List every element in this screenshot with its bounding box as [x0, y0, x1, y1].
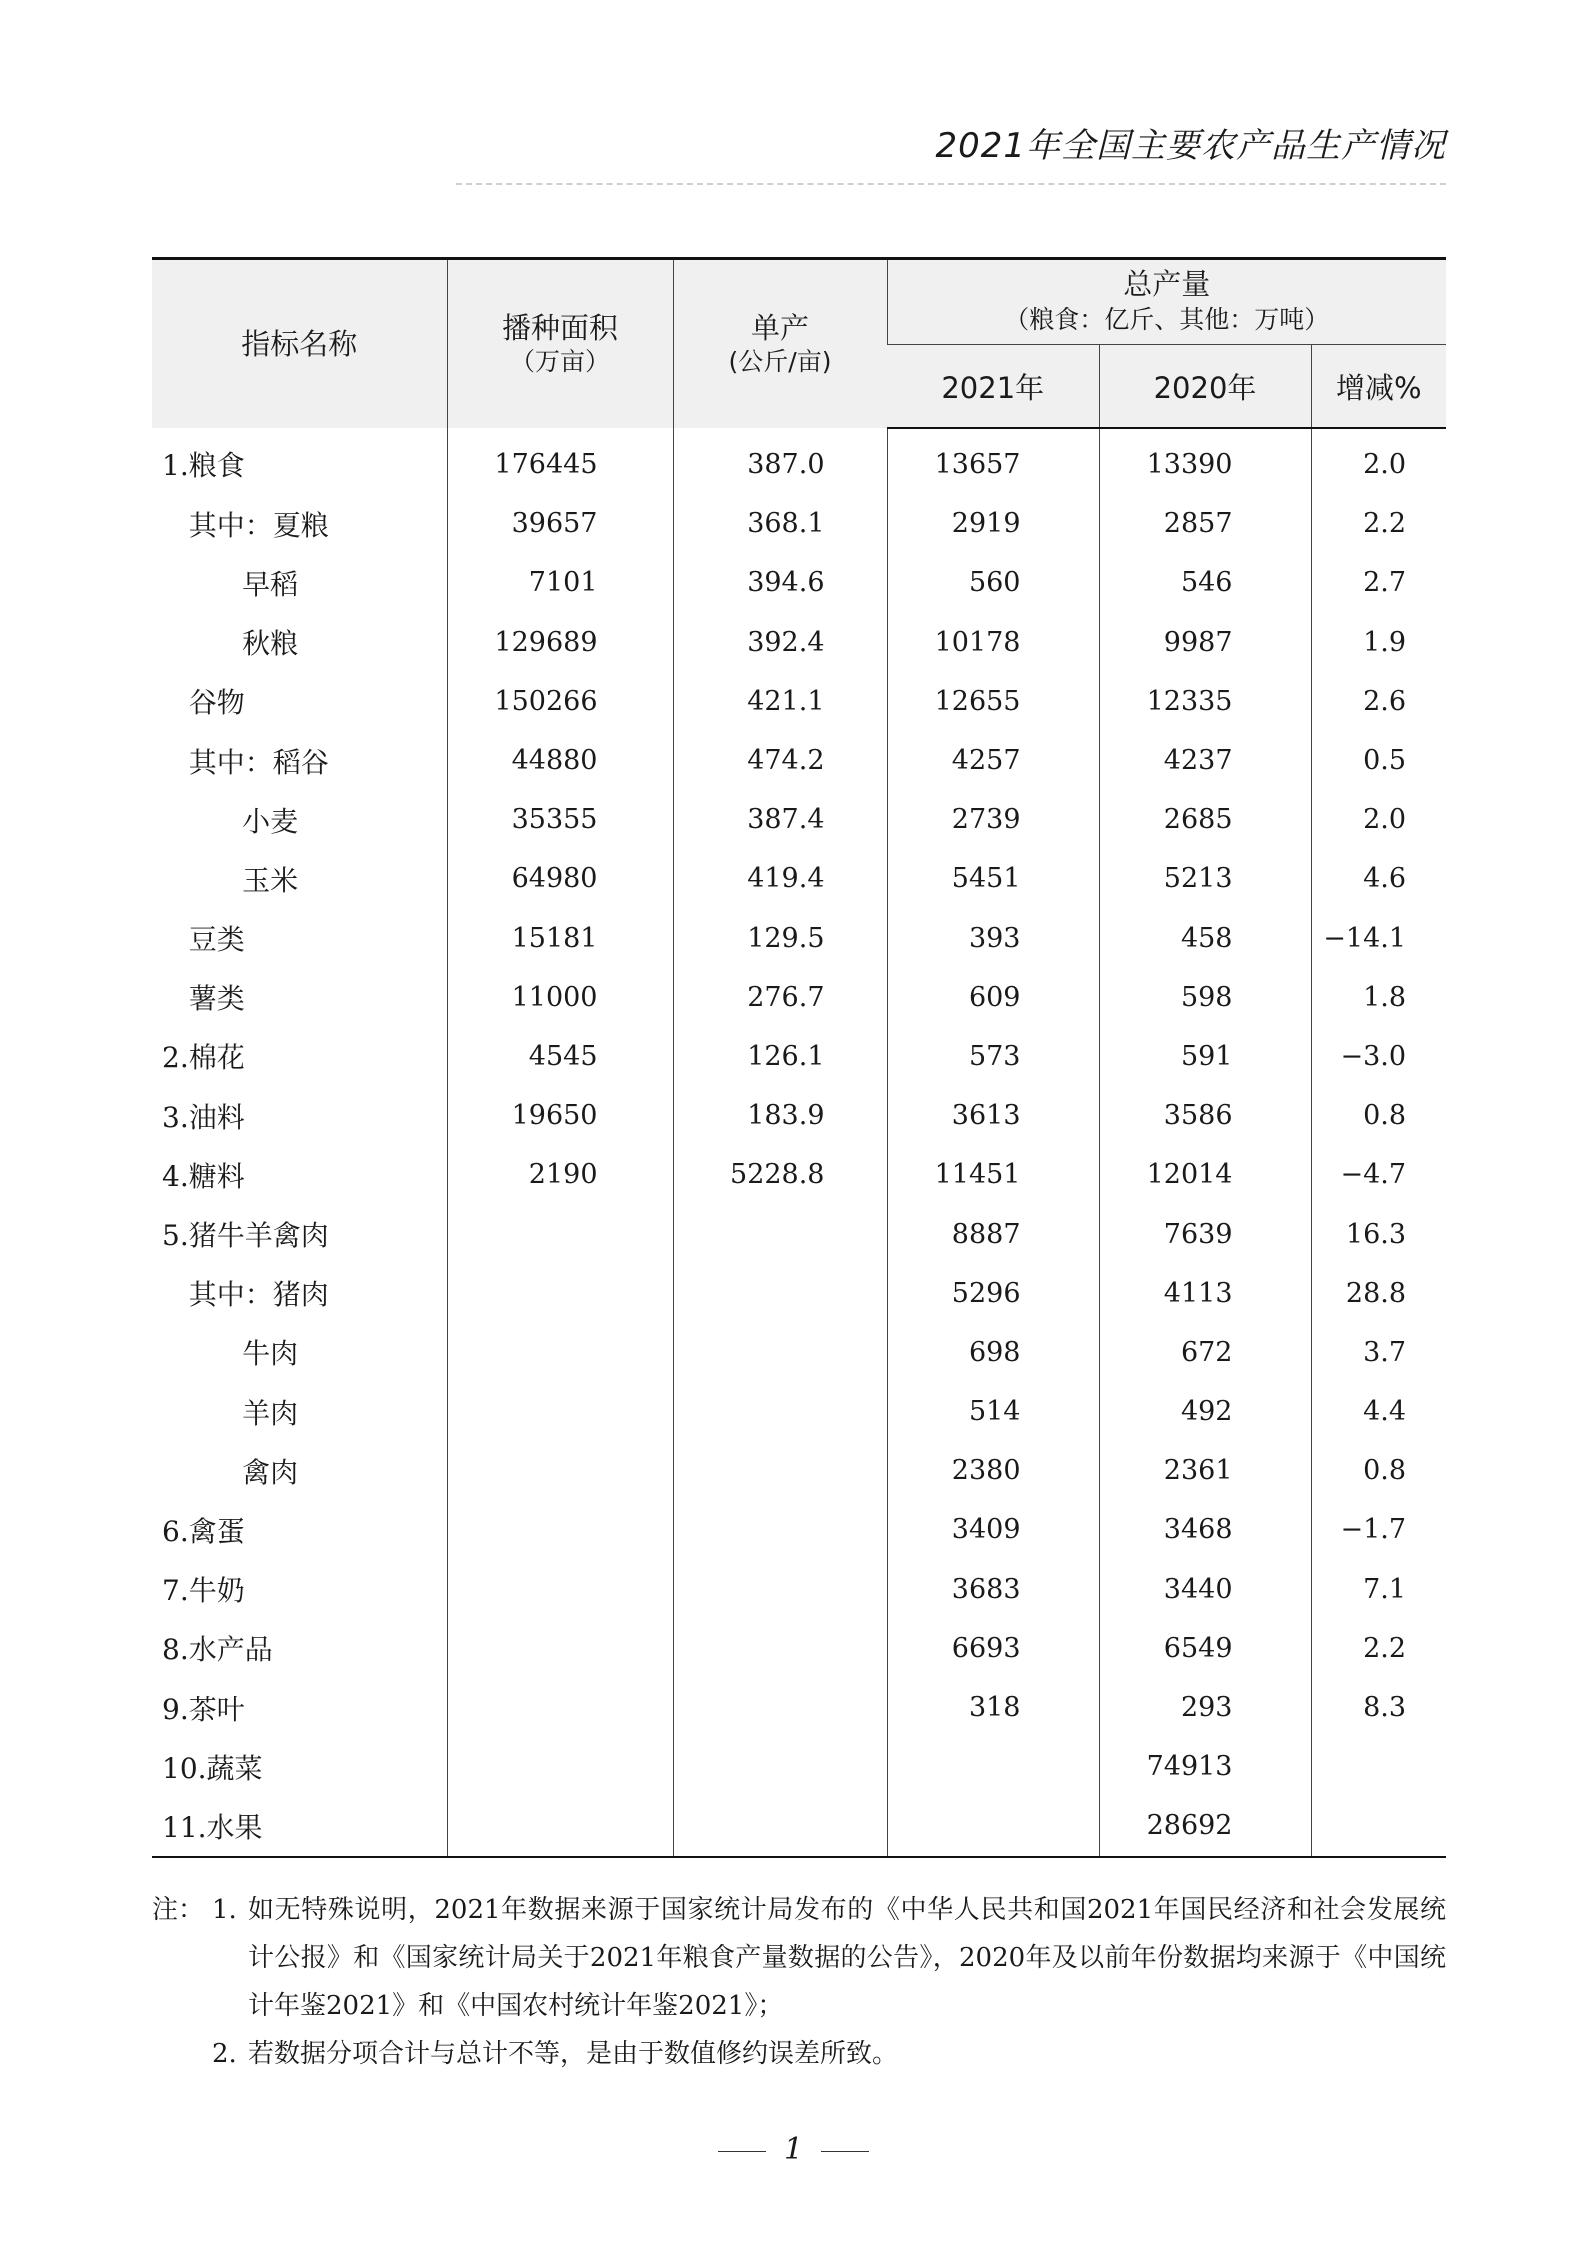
output-2020-cell: 6549 — [1099, 1619, 1311, 1678]
yield-cell: 392.4 — [673, 613, 887, 672]
table-row — [152, 790, 1446, 849]
sown-area-cell: 2190 — [447, 1145, 673, 1204]
change-cell: 0.5 — [1311, 731, 1446, 790]
sown-area-cell: 44880 — [447, 731, 673, 790]
row-label: 玉米 — [162, 863, 299, 897]
output-2020-cell: 5213 — [1099, 849, 1311, 908]
sown-area-cell — [447, 1500, 673, 1559]
table-row — [152, 428, 1446, 494]
output-2020-cell: 9987 — [1099, 613, 1311, 672]
output-2021-cell: 2380 — [887, 1441, 1099, 1500]
output-2020-cell: 546 — [1099, 553, 1311, 612]
yield-cell: 126.1 — [673, 1027, 887, 1086]
header-year-2020: 2020年 — [1099, 345, 1311, 429]
header-yield — [673, 259, 887, 429]
change-cell: 2.6 — [1311, 672, 1446, 731]
yield-cell — [673, 1204, 887, 1263]
output-2020-cell: 3586 — [1099, 1086, 1311, 1145]
yield-cell — [673, 1264, 887, 1323]
change-cell: 1.8 — [1311, 968, 1446, 1027]
row-label: 早稻 — [162, 567, 299, 601]
table-row — [152, 1323, 1446, 1382]
table-row — [152, 1560, 1446, 1619]
header-sown-area-unit: （万亩） — [509, 347, 610, 376]
output-2020-cell: 458 — [1099, 909, 1311, 968]
yield-cell — [673, 1500, 887, 1559]
table-row — [152, 1027, 1446, 1086]
sown-area-cell: 176445 — [447, 428, 673, 494]
yield-cell — [673, 1678, 887, 1737]
table-row — [152, 1145, 1446, 1204]
row-label: 7.牛奶 — [162, 1574, 245, 1608]
footnote-2 — [152, 2030, 1446, 2078]
sown-area-cell — [447, 1796, 673, 1856]
footnote-number: 1. — [212, 1895, 237, 1925]
header-yield-label: 单产 — [750, 311, 809, 345]
yield-cell — [673, 1796, 887, 1856]
output-2021-cell: 514 — [887, 1382, 1099, 1441]
output-2020-cell: 293 — [1099, 1678, 1311, 1737]
change-cell: −14.1 — [1311, 909, 1446, 968]
yield-cell: 394.6 — [673, 553, 887, 612]
change-cell: −3.0 — [1311, 1027, 1446, 1086]
table-row — [152, 909, 1446, 968]
sown-area-cell: 64980 — [447, 849, 673, 908]
header-sown-area-label: 播种面积 — [501, 311, 618, 345]
table-row — [152, 1086, 1446, 1145]
output-2021-cell: 6693 — [887, 1619, 1099, 1678]
row-label: 其中：猪肉 — [162, 1278, 329, 1312]
header-change: 增减% — [1311, 345, 1446, 429]
output-2021-cell: 318 — [887, 1678, 1099, 1737]
output-2021-cell — [887, 1796, 1099, 1856]
footnote-text: 如无特殊说明，2021年数据来源于国家统计局发布的《中华人民共和国2021年国民经济和社会发展统计公报》和《国家统计局关于2021年粮食产量数据的公告》，2020年及以前年份数据均来源于《中国统计年鉴2021》和《中国农村统计年鉴2021》； — [248, 1895, 1446, 2021]
output-2021-cell: 11451 — [887, 1145, 1099, 1204]
row-label: 小麦 — [162, 804, 299, 838]
sown-area-cell: 39657 — [447, 494, 673, 553]
table-row — [152, 1737, 1446, 1796]
change-cell: 2.0 — [1311, 790, 1446, 849]
change-cell — [1311, 1737, 1446, 1796]
output-2020-cell: 7639 — [1099, 1204, 1311, 1263]
header-yield-unit: (公斤/亩) — [728, 347, 832, 376]
row-label: 禽肉 — [162, 1455, 299, 1489]
output-2021-cell: 8887 — [887, 1204, 1099, 1263]
yield-cell: 387.0 — [673, 428, 887, 494]
sown-area-cell — [447, 1678, 673, 1737]
output-2020-cell: 4237 — [1099, 731, 1311, 790]
output-2020-cell: 28692 — [1099, 1796, 1311, 1856]
yield-cell: 183.9 — [673, 1086, 887, 1145]
sown-area-cell — [447, 1204, 673, 1263]
row-label: 豆类 — [162, 923, 245, 957]
sown-area-cell — [447, 1619, 673, 1678]
output-2021-cell: 560 — [887, 553, 1099, 612]
change-cell: 4.4 — [1311, 1382, 1446, 1441]
table-row — [152, 1204, 1446, 1263]
change-cell: −4.7 — [1311, 1145, 1446, 1204]
row-label: 其中：夏粮 — [162, 508, 329, 542]
row-label: 薯类 — [162, 982, 245, 1016]
output-2021-cell: 13657 — [887, 428, 1099, 494]
output-2021-cell: 5451 — [887, 849, 1099, 908]
change-cell: 0.8 — [1311, 1441, 1446, 1500]
row-label: 羊肉 — [162, 1396, 299, 1430]
row-label: 5.猪牛羊禽肉 — [162, 1219, 329, 1253]
table-row — [152, 553, 1446, 612]
output-2020-cell: 591 — [1099, 1027, 1311, 1086]
output-2020-cell: 74913 — [1099, 1737, 1311, 1796]
page-number-value: 1 — [783, 2132, 804, 2167]
row-label: 其中：稻谷 — [162, 745, 329, 779]
footnote-number: 2. — [212, 2039, 237, 2069]
output-2020-cell: 3440 — [1099, 1560, 1311, 1619]
table-row — [152, 1382, 1446, 1441]
output-2020-cell: 13390 — [1099, 428, 1311, 494]
yield-cell — [673, 1441, 887, 1500]
change-cell: 16.3 — [1311, 1204, 1446, 1263]
page-number-dash-left — [718, 2151, 766, 2152]
sown-area-cell: 11000 — [447, 968, 673, 1027]
header-indicator-name — [152, 259, 447, 429]
row-label: 2.棉花 — [162, 1041, 245, 1075]
output-2021-cell: 2919 — [887, 494, 1099, 553]
output-2021-cell: 609 — [887, 968, 1099, 1027]
row-label: 谷物 — [162, 686, 245, 720]
header-indicator-name-label: 指标名称 — [241, 327, 358, 361]
change-cell: 2.7 — [1311, 553, 1446, 612]
change-cell: 8.3 — [1311, 1678, 1446, 1737]
row-label: 秋粮 — [162, 627, 299, 661]
header-total-output-label: 总产量 — [1123, 267, 1211, 301]
sown-area-cell: 19650 — [447, 1086, 673, 1145]
table-row — [152, 1796, 1446, 1856]
yield-cell — [673, 1323, 887, 1382]
yield-cell — [673, 1382, 887, 1441]
table-row — [152, 731, 1446, 790]
header-year-2021: 2021年 — [887, 345, 1099, 429]
yield-cell: 368.1 — [673, 494, 887, 553]
change-cell — [1311, 1796, 1446, 1856]
output-2021-cell: 3613 — [887, 1086, 1099, 1145]
sown-area-cell — [447, 1560, 673, 1619]
table-body — [152, 428, 1446, 1857]
change-cell: 7.1 — [1311, 1560, 1446, 1619]
header-total-output — [887, 259, 1446, 345]
output-2020-cell: 598 — [1099, 968, 1311, 1027]
yield-cell — [673, 1737, 887, 1796]
yield-cell — [673, 1619, 887, 1678]
sown-area-cell: 7101 — [447, 553, 673, 612]
output-2020-cell: 3468 — [1099, 1500, 1311, 1559]
page-header-title: 2021年全国主要农产品生产情况 — [935, 126, 1446, 166]
sown-area-cell: 150266 — [447, 672, 673, 731]
change-cell: 28.8 — [1311, 1264, 1446, 1323]
sown-area-cell — [447, 1323, 673, 1382]
table-row — [152, 849, 1446, 908]
table-row — [152, 613, 1446, 672]
change-cell: 3.7 — [1311, 1323, 1446, 1382]
production-table — [152, 257, 1446, 1858]
table-row — [152, 1441, 1446, 1500]
change-cell: 2.2 — [1311, 1619, 1446, 1678]
output-2021-cell: 10178 — [887, 613, 1099, 672]
yield-cell: 129.5 — [673, 909, 887, 968]
table-row — [152, 494, 1446, 553]
sown-area-cell — [447, 1264, 673, 1323]
row-label: 3.油料 — [162, 1100, 245, 1134]
yield-cell — [673, 1560, 887, 1619]
footnote-1 — [152, 1886, 1446, 2030]
output-2021-cell: 3683 — [887, 1560, 1099, 1619]
table-row — [152, 672, 1446, 731]
output-2020-cell: 2361 — [1099, 1441, 1311, 1500]
output-2020-cell: 672 — [1099, 1323, 1311, 1382]
change-cell: −1.7 — [1311, 1500, 1446, 1559]
footnote-text: 若数据分项合计与总计不等，是由于数值修约误差所致。 — [248, 2039, 899, 2069]
row-label: 8.水产品 — [162, 1633, 273, 1667]
sown-area-cell: 35355 — [447, 790, 673, 849]
change-cell: 0.8 — [1311, 1086, 1446, 1145]
change-cell: 2.2 — [1311, 494, 1446, 553]
output-2021-cell: 5296 — [887, 1264, 1099, 1323]
output-2020-cell: 12335 — [1099, 672, 1311, 731]
sown-area-cell: 129689 — [447, 613, 673, 672]
table-row — [152, 1619, 1446, 1678]
sown-area-cell: 15181 — [447, 909, 673, 968]
output-2021-cell: 573 — [887, 1027, 1099, 1086]
sown-area-cell: 4545 — [447, 1027, 673, 1086]
output-2020-cell: 2857 — [1099, 494, 1311, 553]
yield-cell: 421.1 — [673, 672, 887, 731]
footnote-prefix: 注： — [152, 1895, 205, 1925]
change-cell: 4.6 — [1311, 849, 1446, 908]
yield-cell: 387.4 — [673, 790, 887, 849]
output-2020-cell: 12014 — [1099, 1145, 1311, 1204]
table-row — [152, 1500, 1446, 1559]
sown-area-cell — [447, 1737, 673, 1796]
table-row — [152, 968, 1446, 1027]
header-divider — [456, 183, 1446, 185]
table-row — [152, 1264, 1446, 1323]
output-2021-cell: 2739 — [887, 790, 1099, 849]
output-2021-cell: 3409 — [887, 1500, 1099, 1559]
row-label: 6.禽蛋 — [162, 1514, 245, 1548]
output-2021-cell: 393 — [887, 909, 1099, 968]
yield-cell: 5228.8 — [673, 1145, 887, 1204]
page-number — [0, 2132, 1587, 2167]
output-2021-cell: 4257 — [887, 731, 1099, 790]
sown-area-cell — [447, 1382, 673, 1441]
yield-cell: 419.4 — [673, 849, 887, 908]
yield-cell: 276.7 — [673, 968, 887, 1027]
yield-cell: 474.2 — [673, 731, 887, 790]
sown-area-cell — [447, 1441, 673, 1500]
output-2020-cell: 2685 — [1099, 790, 1311, 849]
row-label: 11.水果 — [152, 1796, 447, 1856]
output-2021-cell: 12655 — [887, 672, 1099, 731]
output-2021-cell: 698 — [887, 1323, 1099, 1382]
output-2020-cell: 4113 — [1099, 1264, 1311, 1323]
header-total-output-unit: （粮食：亿斤、其他：万吨） — [1004, 305, 1330, 334]
change-cell: 1.9 — [1311, 613, 1446, 672]
page-number-dash-right — [821, 2151, 869, 2152]
change-cell: 2.0 — [1311, 428, 1446, 494]
header-sown-area — [447, 259, 673, 429]
row-label: 10.蔬菜 — [162, 1751, 263, 1785]
output-2021-cell — [887, 1737, 1099, 1796]
row-label: 牛肉 — [162, 1337, 299, 1371]
row-label: 9.茶叶 — [162, 1692, 245, 1726]
output-2020-cell: 492 — [1099, 1382, 1311, 1441]
table-row — [152, 1678, 1446, 1737]
row-label: 1.粮食 — [162, 449, 245, 483]
row-label: 4.糖料 — [162, 1159, 245, 1193]
footnotes — [152, 1886, 1446, 2078]
